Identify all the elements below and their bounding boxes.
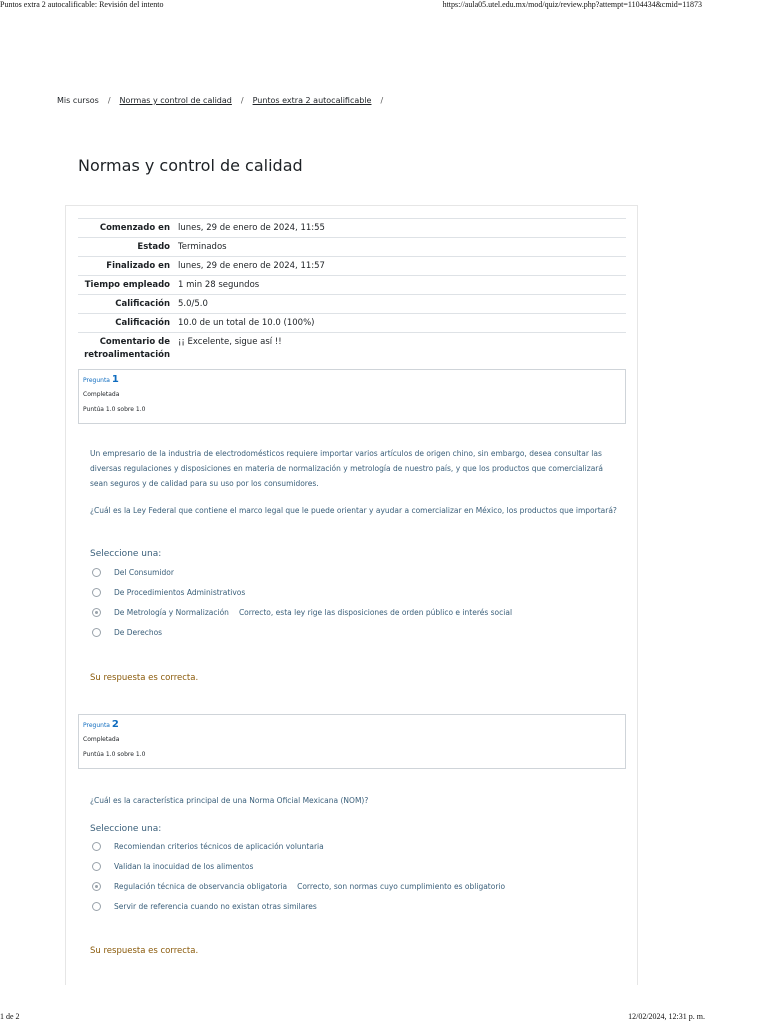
answer-feedback: Correcto, son normas cuyo cumplimiento es obligatorio <box>297 881 506 891</box>
summary-value: lunes, 29 de enero de 2024, 11:57 <box>178 261 325 271</box>
question-text-1 <box>90 446 620 530</box>
summary-value: ¡¡ Excelente, sigue así !! <box>178 337 282 347</box>
summary-label: Estado <box>137 242 170 252</box>
answer-label: Del Consumidor <box>114 567 174 577</box>
print-page-title: Puntos extra 2 autocalificable: Revisión del intento <box>0 0 164 9</box>
answer-option[interactable] <box>92 582 622 602</box>
summary-row-state <box>78 238 626 257</box>
answer-list-2 <box>92 836 622 916</box>
breadcrumb-my-courses[interactable]: Mis cursos <box>57 96 99 105</box>
answer-option[interactable] <box>92 836 622 856</box>
breadcrumb-course-link[interactable]: Normas y control de calidad <box>119 96 232 105</box>
question-label: Pregunta <box>83 377 110 384</box>
question-state: Completada <box>83 736 120 743</box>
summary-label: Comentario de retroalimentación <box>84 337 170 360</box>
answer-option[interactable] <box>92 856 622 876</box>
summary-value: 10.0 de un total de 10.0 (100%) <box>178 318 315 328</box>
print-datetime: 12/02/2024, 12:31 p. m. <box>628 1012 705 1021</box>
summary-label: Calificación <box>115 318 170 328</box>
question-outcome-2: Su respuesta es correcta. <box>90 946 199 956</box>
summary-row-finished <box>78 257 626 276</box>
summary-row-feedback <box>78 333 626 365</box>
breadcrumb-separator: / <box>240 96 244 105</box>
question-number-value: 2 <box>111 719 119 730</box>
summary-row-time <box>78 276 626 295</box>
question-paragraph: ¿Cuál es la característica principal de una Norma Oficial Mexicana (NOM)? <box>90 796 369 805</box>
question-paragraph: Un empresario de la industria de electrodomésticos requiere importar varios artículos de origen chino, sin embargo, desea consultar las diversas regulaciones y disposiciones en materia de normalización y metrología de nuestro país, y que los productos que comercializará sean seguros y de calidad para su uso por los consumidores. <box>90 449 603 488</box>
summary-value: lunes, 29 de enero de 2024, 11:55 <box>178 223 325 233</box>
breadcrumb <box>57 96 392 105</box>
question-paragraph: ¿Cuál es la Ley Federal que contiene el marco legal que le puede orientar y ayudar a comercializar en México, los productos que importará? <box>90 506 617 515</box>
radio-button[interactable] <box>92 588 101 597</box>
answer-prompt-2: Seleccione una: <box>90 824 162 834</box>
print-header <box>0 0 768 10</box>
summary-label: Finalizado en <box>106 261 170 271</box>
summary-row-grade <box>78 314 626 333</box>
summary-label: Comenzado en <box>99 223 170 233</box>
answer-option[interactable] <box>92 896 622 916</box>
radio-button[interactable] <box>92 902 101 911</box>
radio-button[interactable] <box>92 862 101 871</box>
answer-label: Recomiendan criterios técnicos de aplicación voluntaria <box>114 841 324 851</box>
summary-label: Calificación <box>115 299 170 309</box>
radio-button[interactable] <box>92 568 101 577</box>
question-state: Completada <box>83 391 120 398</box>
question-info-1 <box>78 369 626 424</box>
attempt-summary-table <box>78 218 626 364</box>
radio-button[interactable] <box>92 842 101 851</box>
breadcrumb-separator: / <box>380 96 384 105</box>
question-number-value: 1 <box>111 374 119 385</box>
summary-row-started <box>78 219 626 238</box>
radio-button[interactable] <box>92 628 101 637</box>
answer-prompt-1: Seleccione una: <box>90 549 162 559</box>
answer-label: De Metrología y Normalización <box>114 607 229 617</box>
print-footer <box>0 1012 768 1024</box>
question-grade: Puntúa 1.0 sobre 1.0 <box>83 406 146 413</box>
answer-option[interactable] <box>92 622 622 642</box>
answer-label: Validan la inocuidad de los alimentos <box>114 861 254 871</box>
summary-value: 1 min 28 segundos <box>178 280 260 290</box>
answer-label: Servir de referencia cuando no existan otras similares <box>114 901 317 911</box>
answer-label: De Derechos <box>114 627 163 637</box>
breadcrumb-quiz-link[interactable]: Puntos extra 2 autocalificable <box>252 96 372 105</box>
answer-feedback: Correcto, esta ley rige las disposiciones de orden público e interés social <box>238 607 513 617</box>
answer-list-1 <box>92 562 622 642</box>
question-outcome-1: Su respuesta es correcta. <box>90 673 199 683</box>
summary-label: Tiempo empleado <box>84 280 170 290</box>
question-number <box>83 373 625 387</box>
radio-button-checked[interactable] <box>92 882 101 891</box>
answer-label: Regulación técnica de observancia obligatoria <box>114 881 288 891</box>
answer-option-selected[interactable] <box>92 602 622 622</box>
question-grade: Puntúa 1.0 sobre 1.0 <box>83 751 146 758</box>
question-number <box>83 718 625 732</box>
question-text-2 <box>90 793 620 820</box>
answer-option-selected[interactable] <box>92 876 622 896</box>
summary-value: 5.0/5.0 <box>178 299 208 309</box>
summary-value: Terminados <box>178 242 227 252</box>
answer-label: De Procedimientos Administrativos <box>114 587 246 597</box>
print-page-number: 1 de 2 <box>0 1012 20 1021</box>
question-label: Pregunta <box>83 722 110 729</box>
summary-row-marks <box>78 295 626 314</box>
question-info-2 <box>78 714 626 769</box>
radio-button-checked[interactable] <box>92 608 101 617</box>
page-title: Normas y control de calidad <box>78 156 303 175</box>
answer-option[interactable] <box>92 562 622 582</box>
breadcrumb-separator: / <box>107 96 111 105</box>
print-url: https://aula05.utel.edu.mx/mod/quiz/review.php?attempt=1104434&cmid=11873 <box>442 0 702 9</box>
